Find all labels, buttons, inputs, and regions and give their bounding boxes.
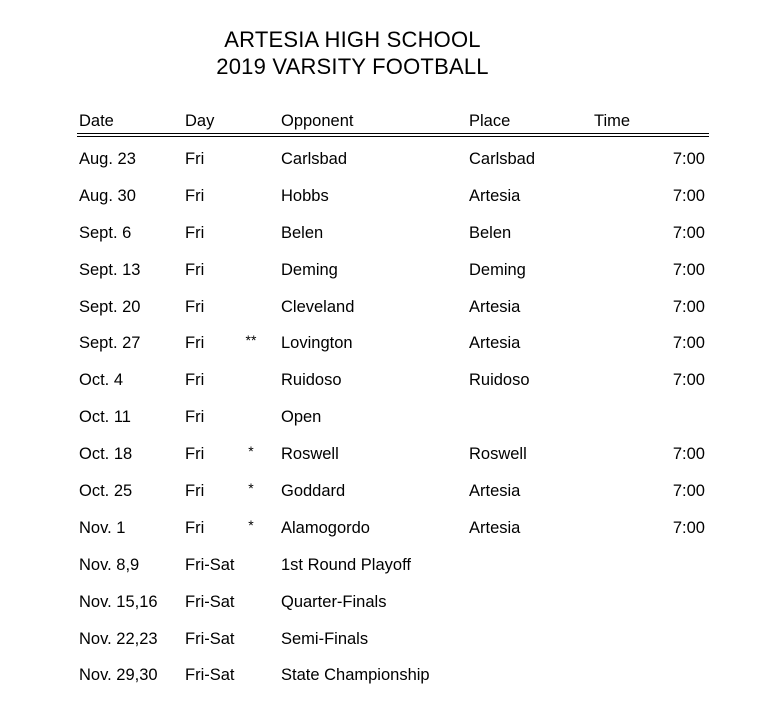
table-row [0,593,761,630]
table-row [0,261,761,298]
game-opponent: Hobbs [281,186,329,205]
game-opponent: Carlsbad [281,150,348,168]
game-time: 7:00 [672,334,705,353]
game-place: Deming [469,260,526,279]
game-opponent: Goddard [281,482,346,501]
game-place: Carlsbad [469,150,536,168]
header-divider-top [77,133,709,134]
table-row [0,371,761,408]
game-day: Fri [185,408,205,427]
game-opponent: Deming [281,260,338,279]
game-opponent: Ruidoso [281,371,342,390]
game-place: Artesia [469,297,521,316]
header-opponent: Opponent [281,112,354,130]
table-row [0,516,761,556]
game-day: Fri [185,297,205,316]
game-time: 7:00 [672,518,705,537]
game-place: Artesia [469,518,521,537]
game-day: Fri [185,186,205,205]
header-day: Day [185,112,215,130]
game-day: Fri-Sat [185,555,235,574]
header-place: Place [469,112,511,130]
game-day: Fri [185,150,205,168]
game-place: Roswell [469,445,527,464]
schedule-table [0,150,761,703]
game-marker: * [248,443,254,460]
game-day: Fri-Sat [185,629,235,648]
game-opponent: Open [281,408,322,427]
game-date: Sept. 20 [79,297,141,316]
game-opponent: Semi-Finals [281,629,369,648]
game-date: Sept. 27 [79,334,141,353]
table-row [0,408,761,445]
game-time: 7:00 [672,445,705,464]
header-time: Time [594,112,631,130]
table-row [0,224,761,261]
game-date: Oct. 25 [79,482,133,501]
table-row [0,334,761,371]
game-date: Nov. 29,30 [79,666,158,685]
game-place: Artesia [469,482,521,501]
game-opponent: Cleveland [281,297,355,316]
game-time: 7:00 [672,186,705,205]
table-row [0,482,761,519]
game-opponent: Alamogordo [281,518,370,537]
game-day: Fri-Sat [185,592,235,611]
table-row [0,187,761,224]
game-time: 7:00 [672,150,705,168]
header-date: Date [79,112,114,130]
table-header [79,112,709,132]
game-date: Sept. 6 [79,223,132,242]
game-date: Aug. 30 [79,186,136,205]
game-time: 7:00 [672,482,705,501]
game-day: Fri [185,334,205,353]
game-place: Artesia [469,334,521,353]
table-row [0,666,761,703]
game-marker: * [248,516,254,533]
game-marker: * [248,480,254,497]
game-marker: ** [245,332,257,349]
game-opponent: Belen [281,223,324,242]
game-time: 7:00 [672,297,705,316]
game-time: 7:00 [672,223,705,242]
table-row [0,298,761,335]
table-row [0,630,761,667]
game-date: Oct. 18 [79,445,133,464]
game-date: Nov. 22,23 [79,629,158,648]
game-date: Aug. 23 [79,150,136,168]
table-row [0,445,761,482]
game-day: Fri [185,223,205,242]
table-row [0,556,761,593]
game-opponent: Lovington [281,334,353,353]
game-date: Nov. 8,9 [79,555,140,574]
game-day: Fri [185,371,205,390]
schedule-title [0,26,705,80]
school-name: ARTESIA HIGH SCHOOL [224,27,481,52]
game-place: Ruidoso [469,371,530,390]
table-row [0,150,761,187]
game-day: Fri [185,445,205,464]
game-opponent: State Championship [281,666,430,685]
game-time: 7:00 [672,371,705,390]
game-opponent: Roswell [281,445,339,464]
game-date: Oct. 4 [79,371,124,390]
game-place: Belen [469,223,512,242]
season-title: 2019 VARSITY FOOTBALL [216,54,489,79]
game-date: Nov. 15,16 [79,592,158,611]
game-opponent: 1st Round Playoff [281,555,411,574]
game-day: Fri [185,518,205,537]
header-divider-bottom [77,136,709,137]
game-date: Oct. 11 [79,408,131,427]
game-place: Artesia [469,186,521,205]
game-day: Fri [185,260,205,279]
game-date: Nov. 1 [79,518,126,537]
game-opponent: Quarter-Finals [281,592,387,611]
game-time: 7:00 [672,260,705,279]
game-day: Fri [185,482,205,501]
game-date: Sept. 13 [79,260,141,279]
game-day: Fri-Sat [185,666,235,685]
